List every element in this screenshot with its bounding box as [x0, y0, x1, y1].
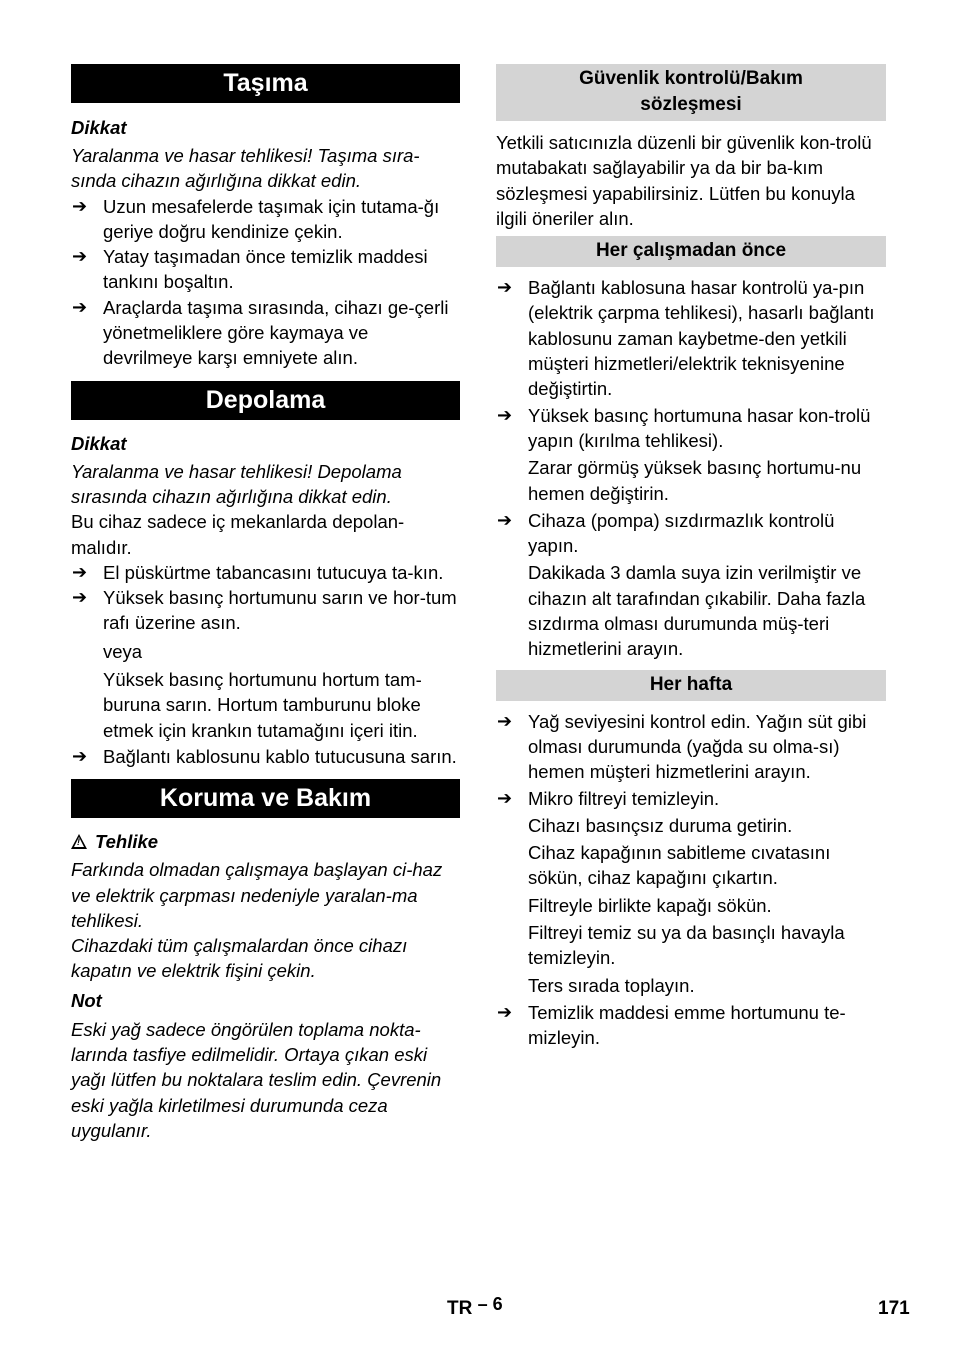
list-item: ➔ El püskürtme tabancasını tutucuya ta-kın.	[71, 560, 460, 585]
heading-guvenlik: Güvenlik kontrolü/Bakım sözleşmesi	[496, 64, 886, 121]
heading-koruma: Koruma ve Bakım	[71, 779, 460, 818]
heading-tasima: Taşıma	[71, 64, 460, 103]
arrow-right-icon: ➔	[497, 710, 513, 731]
step-text: Cihaz kapağının sabitleme cıvatasını sökün, cihaz kapağını çıkartın.	[528, 842, 831, 889]
heading-her-hafta: Her hafta	[496, 670, 886, 701]
heading-her-calisma: Her çalışmadan önce	[496, 236, 886, 267]
list-item: ➔ Uzun mesafelerde taşımak için tutama-ğı geriye doğru kendinize çekin.	[72, 195, 440, 242]
arrow-right-icon: ➔	[72, 195, 88, 216]
footer-section: TR – 6	[447, 1294, 503, 1319]
note-text: Eski yağ sadece öngörülen toplama nokta-larında tasfiye edilmelidir. Ortaya çıkan eski yağı lütfen bu noktalara teslim edin. Çevrenin eski yağla kirletilmesi durumunda ceza uygulanır.	[71, 1018, 442, 1141]
list-item: ➔ Araçlarda taşıma sırasında, cihazı ge-çerli yönetmeliklere göre kaymaya ve devrilmeye karşı emniyete alın.	[72, 296, 449, 369]
list-item: ➔ Bağlantı kablosuna hasar kontrolü ya-pın (elektrik çarpma tehlikesi), hasarlı bağlantı kablosunu zaman kaybetme-den yetkili müşteri hizmetleri/elektrik teknisyenine değiştirtin.	[497, 277, 875, 400]
warning-triangle-icon	[71, 834, 87, 849]
arrow-right-icon: ➔	[497, 277, 513, 298]
storage-text: Bu cihaz sadece iç mekanlarda depolan-malıdır.	[71, 511, 405, 558]
list-item: ➔ Yüksek basınç hortumuna hasar kon-trolü yapın (kırılma tehlikesi).	[497, 404, 871, 451]
list-item: ➔ Yatay taşımadan önce temizlik maddesi tankını boşaltın.	[72, 246, 428, 293]
arrow-right-icon: ➔	[72, 246, 88, 267]
arrow-right-icon: ➔	[72, 745, 88, 766]
list-item: ➔ Cihaza (pompa) sızdırmazlık kontrolü yapın.	[497, 509, 835, 557]
label-not: Not	[71, 989, 102, 1011]
step-text: Cihazı basınçsız duruma getirin.	[528, 814, 793, 836]
arrow-right-icon: ➔	[72, 561, 88, 582]
list-item: ➔ Yağ seviyesini kontrol edin. Yağın süt gibi olması durumunda (yağda su olma-sı) hemen müşteri hizmetlerini arayın.	[497, 710, 867, 783]
step-text: Ters sırada toplayın.	[528, 974, 695, 996]
arrow-right-icon: ➔	[497, 509, 513, 530]
danger-text: Farkında olmadan çalışmaya başlayan ci-haz ve elektrik çarpması nedeniyle yaralan-ma tehlikesi.	[71, 859, 443, 931]
list-item: ➔ Yüksek basınç hortumunu sarın ve hor-tum rafı üzerine asın.	[72, 587, 457, 634]
label-dikkat: Dikkat	[71, 117, 127, 138]
alt-text: Yüksek basınç hortumunu hortum tam-buruna sarın. Hortum tamburunu bloke etmek için krankın tutamağını içeri itin.	[103, 669, 422, 741]
warning-text: Yaralanma ve hasar tehlikesi! Depolama sırasında cihazın ağırlığına dikkat edin.	[71, 460, 402, 507]
label-tehlike: !Tehlike	[71, 829, 460, 854]
list-item: ➔ Mikro filtreyi temizleyin.	[496, 786, 886, 811]
warning-text: Yaralanma ve hasar tehlikesi! Taşıma sıra-sında cihazın ağırlığına dikkat edin.	[71, 145, 420, 192]
right-column	[496, 64, 886, 1051]
arrow-right-icon: ➔	[497, 787, 513, 808]
label-dikkat: Dikkat	[71, 432, 127, 454]
step-text: Filtreyi temiz su ya da basınçlı havayla temizleyin.	[528, 922, 845, 969]
heading-depolama: Depolama	[71, 381, 460, 420]
danger-text: Cihazdaki tüm çalışmalardan önce cihazı kapatın ve elektrik fişini çekin.	[71, 935, 408, 982]
arrow-right-icon: ➔	[497, 1001, 513, 1022]
arrow-right-icon: ➔	[72, 587, 88, 608]
left-column	[71, 64, 460, 1143]
arrow-right-icon: ➔	[72, 296, 88, 317]
step-text: Filtreyle birlikte kapağı sökün.	[528, 894, 772, 916]
arrow-right-icon: ➔	[497, 404, 513, 425]
list-item: ➔ Temizlik maddesi emme hortumunu te-mizleyin.	[497, 1001, 846, 1049]
sub-text: Dakikada 3 damla suya izin verilmiştir ve cihazın alt tarafından çıkabilir. Daha fazla sızdırma olması durumunda müş-teri hizmetlerini arayın.	[528, 562, 866, 660]
page-number: 171	[878, 1298, 910, 1319]
sub-text: Zarar görmüş yüksek basınç hortumu-nu hemen değiştirin.	[528, 457, 862, 504]
list-item: ➔ Bağlantı kablosunu kablo tutucusuna sarın.	[71, 744, 460, 769]
guvenlik-text: Yetkili satıcınızla düzenli bir güvenlik kon-trolü mutabakatı sağlayabilir ya da bir ba-kım sözleşmesi yapabilirsiniz. Lütfen bu konuyla ilgili öneriler alın.	[496, 132, 872, 229]
or-text: veya	[103, 640, 143, 662]
